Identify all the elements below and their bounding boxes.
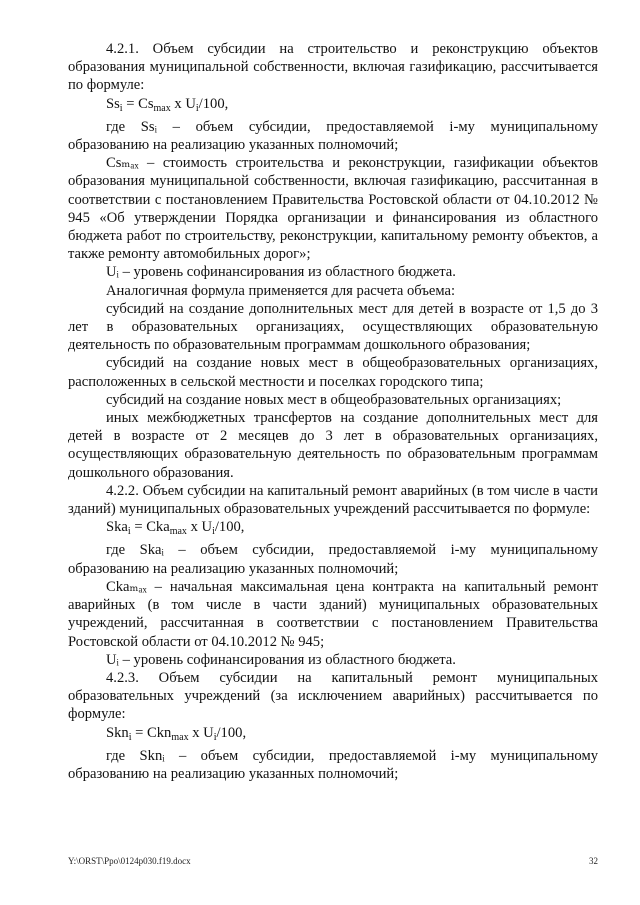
section-4-2-3-intro: 4.2.3. Объем субсидии на капитальный ремонт муниципальных образовательных учреждений (за исключением аварийных) рассчитывается по формуле:: [68, 669, 598, 723]
definition-ui-2: Uᵢ – уровень софинансирования из областного бюджета.: [106, 651, 456, 668]
section-4-2-2-intro: 4.2.2. Объем субсидии на капитальный ремонт аварийных (в том числе в части зданий) муниципальных образовательных учреждений рассчитывается по формуле:: [68, 482, 598, 518]
formula-ska-max-sub: max: [169, 526, 187, 538]
document-body: [68, 40, 598, 783]
formula-ska: [68, 518, 598, 541]
formula-ss: [68, 95, 598, 118]
formula-skn-eq: = Ckn: [131, 724, 172, 741]
formula-skn: [68, 724, 598, 747]
formula-ss-lhs-sub: i: [119, 102, 123, 114]
item-preschool-places: субсидий на создание дополнительных мест для детей в возрасте от 1,5 до 3 лет в образовательных организациях, осуществляющих образовательную деятельность по образовательным программам дошкольного образования;: [68, 300, 598, 354]
formula-ska-tail: x U: [186, 519, 213, 536]
definition-ui: Uᵢ – уровень софинансирования из областного бюджета.: [106, 264, 456, 281]
page-number: 32: [589, 856, 598, 866]
item-rural-places: субсидий на создание новых мест в общеобразовательных организациях, расположенных в сельской местности и поселках городского типа;: [68, 355, 598, 390]
formula-ska-end: /100,: [214, 519, 245, 536]
formula-skn-tail: x U: [188, 724, 214, 741]
formula-skn-end: /100,: [216, 724, 247, 741]
section-4-2-1-intro: 4.2.1. Объем субсидии на строительство и реконструкцию объектов образования муниципальной собственности, включая газификацию, рассчитывается по формуле:: [68, 41, 598, 94]
formula-ska-eq: = Cka: [130, 519, 170, 536]
definition-ska: где Skaᵢ – объем субсидии, предоставляемой i-му муниципальному образованию на реализацию указанных полномочий;: [68, 542, 598, 577]
definition-csmax: Csₘₐₓ – стоимость строительства и реконструкции, газификации объектов образования муниципальной собственности, включая газификацию, рассчитанная в соответствии с постановлением Правительства Ростовской области от 04.10.2012 № 945 «Об утверждении Порядка организации и финансирования из областного бюджета работ по строительству, реконструкции, капитальному ремонту объектов, а также ремонту автомобильных дорог»;: [68, 155, 598, 263]
formula-ss-max-sub: max: [153, 102, 171, 114]
formula-ss-eq: = Cs: [122, 95, 154, 112]
definition-ss: где Ssᵢ – объем субсидии, предоставляемой i-му муниципальному образованию на реализацию указанных полномочий;: [68, 118, 598, 154]
definition-skn: где Sknᵢ – объем субсидии, предоставляемой i-му муниципальному образованию на реализацию указанных полномочий;: [68, 747, 598, 782]
formula-skn-lhs: Skn: [106, 724, 129, 741]
formula-ss-tail: x U: [170, 95, 196, 112]
formula-skn-max-sub: max: [171, 731, 189, 743]
formula-ska-lhs-sub: i: [127, 526, 131, 538]
formula-ss-tail-sub: i: [195, 102, 199, 114]
formula-ss-end: /100,: [198, 95, 229, 112]
formula-skn-lhs-sub: i: [128, 731, 132, 743]
definition-ckamax: Ckaₘₐₓ – начальная максимальная цена контракта на капитальный ремонт аварийных (в том числе в части зданий) муниципальных образовательных учреждений, рассчитанная в соответствии с постановлением Правительства Ростовской области от 04.10.2012 № 945;: [68, 578, 598, 650]
formula-ska-tail-sub: i: [212, 526, 215, 538]
analog-formula-note: Аналогичная формула применяется для расчета объема:: [106, 282, 456, 299]
file-path: Y:\ORST\Ppo\0124p030.f19.docx: [68, 856, 191, 866]
formula-ss-lhs: Ss: [106, 95, 120, 112]
formula-skn-tail-sub: i: [213, 731, 217, 743]
item-general-places: субсидий на создание новых мест в общеобразовательных организациях;: [106, 391, 562, 408]
formula-ska-lhs: Ska: [106, 519, 128, 536]
item-transfers: иных межбюджетных трансфертов на создание дополнительных мест для детей в возрасте от 2 месяцев до 3 лет в образовательных организациях, осуществляющих образовательную деятельность по образовательным программам дошкольного образования.: [68, 410, 598, 481]
